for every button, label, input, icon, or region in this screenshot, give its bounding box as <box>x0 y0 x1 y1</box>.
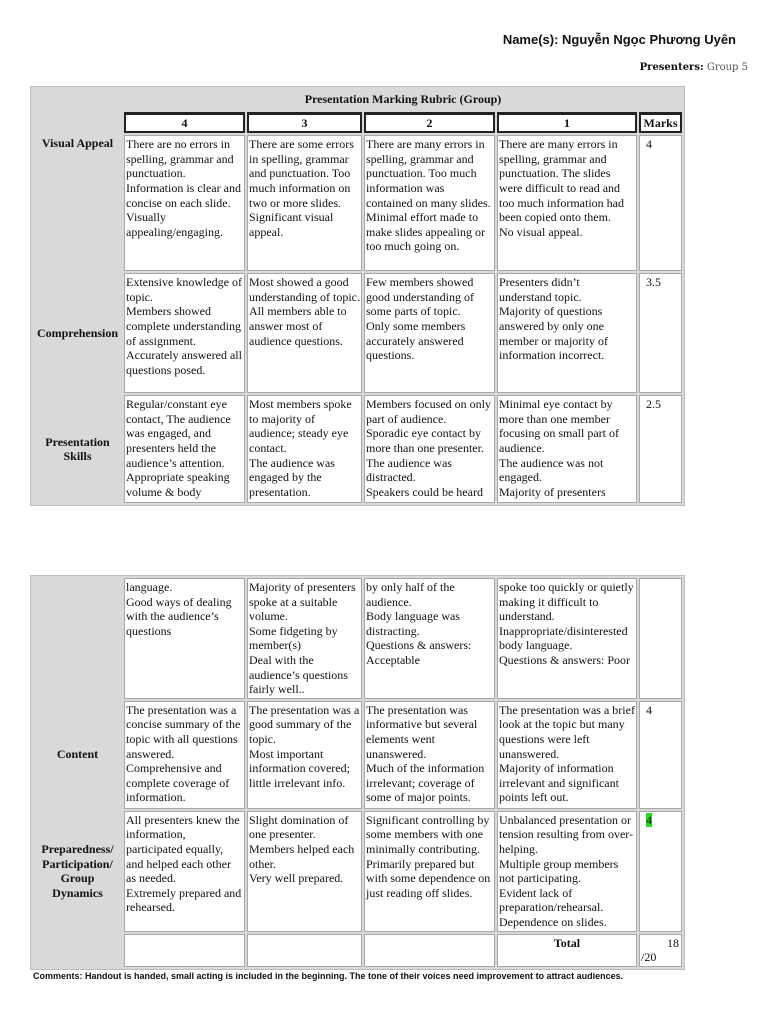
descriptor-cell <box>247 135 362 271</box>
criterion-cell: Presentation Skills <box>33 395 122 503</box>
descriptor-line: Some fidgeting by member(s) <box>249 623 338 653</box>
descriptor-line: Questions & answers: Poor <box>499 652 630 667</box>
descriptor-line: Appropriate speaking volume & body <box>126 470 230 499</box>
descriptor-line: spoke too quickly or quietly making it difficult to understand. <box>499 580 634 624</box>
descriptor-cell <box>497 701 637 809</box>
descriptor-line: Extensive knowledge of topic. <box>126 275 242 304</box>
mark-value: 4 <box>646 702 652 717</box>
descriptor-line: The audience was engaged by the presentation. <box>249 455 335 499</box>
descriptor-cell <box>247 811 362 932</box>
descriptor-line: Questions & answers: Acceptable <box>366 638 472 667</box>
names-label: Name(s): Nguyễn Ngọc Phương Uyên <box>502 32 736 47</box>
mark-value: 4 <box>646 812 652 827</box>
descriptor-cell <box>247 273 362 393</box>
corner-cell <box>33 112 122 134</box>
descriptor-line: Minimal effort made to make slides appealing or too much going on. <box>366 210 485 254</box>
descriptor-line: Unbalanced presentation or tension resulting from over-helping. <box>499 812 634 856</box>
criterion-cell <box>33 578 122 699</box>
mark-value: 2.5 <box>646 397 661 412</box>
mark-cell <box>639 578 682 699</box>
descriptor-cell <box>247 395 362 503</box>
descriptor-cell <box>364 273 495 393</box>
rubric-row <box>33 701 682 809</box>
descriptor-line: Primarily prepared but with some dependence on just reading off slides. <box>366 856 491 900</box>
criterion-cell <box>33 934 122 967</box>
descriptor-line: Most important information covered; little irrelevant info. <box>249 746 350 790</box>
descriptor-cell <box>364 578 495 699</box>
descriptor-line: Members helped each other. <box>249 841 355 871</box>
empty-cell <box>247 934 362 967</box>
descriptor-line: There are some errors in spelling, grammar and punctuation. Too much information on two or more slides. <box>249 137 354 210</box>
total-label: Total <box>497 934 637 967</box>
descriptor-line: Multiple group members not participating. <box>499 856 619 886</box>
descriptor-line: Presenters didn’t understand topic. <box>499 275 582 304</box>
rubric-title: Presentation Marking Rubric (Group) <box>124 89 682 110</box>
descriptor-line: All presenters knew the information, participated equally, and helped each other as needed. <box>126 812 240 886</box>
descriptor-line: Good ways of dealing with the audience’s questions <box>126 594 232 638</box>
descriptor-line: Very well prepared. <box>249 871 344 886</box>
descriptor-cell <box>497 273 637 393</box>
descriptor-line: The presentation was a concise summary of the topic with all questions answered. Comprehensive and complete coverage of information. <box>126 702 241 805</box>
mark-value: 3.5 <box>646 275 661 290</box>
descriptor-line: Significant controlling by some members with one minimally contributing. <box>366 812 490 856</box>
comments-text: Comments: Handout is handed, small acting is included in the beginning. The tone of their voices need improvement to attract audiences. <box>33 971 624 981</box>
descriptor-line: Most showed a good understanding of topic. <box>249 275 360 304</box>
descriptor-line: Members showed complete understanding of assignment. <box>126 304 241 348</box>
descriptor-cell <box>247 701 362 809</box>
descriptor-cell <box>364 135 495 271</box>
descriptor-cell <box>364 701 495 809</box>
descriptor-line: Most members spoke to majority of audience; steady eye contact. <box>249 397 352 455</box>
empty-cell <box>124 934 245 967</box>
descriptor-cell <box>124 273 245 393</box>
descriptor-cell <box>247 578 362 699</box>
descriptor-line: Speakers could be heard <box>366 484 483 499</box>
rubric-row <box>33 578 682 699</box>
mark-cell <box>639 701 682 809</box>
descriptor-cell <box>497 135 637 271</box>
rubric-row <box>33 395 682 503</box>
descriptor-cell <box>124 395 245 503</box>
mark-value: 4 <box>646 137 652 152</box>
descriptor-line: Majority of information irrelevant and significant points left out. <box>499 761 619 805</box>
descriptor-cell <box>364 395 495 503</box>
descriptor-line: The audience was distracted. <box>366 455 452 485</box>
criterion-cell: Content <box>33 701 122 809</box>
descriptor-line: Few members showed good understanding of some parts of topic. <box>366 275 474 319</box>
presenters-value: Group 5 <box>706 62 748 73</box>
descriptor-line: There are no errors in spelling, grammar and punctuation. <box>126 137 234 181</box>
descriptor-line: Evident lack of preparation/rehearsal. <box>499 885 604 915</box>
descriptor-line: The presentation was a good summary of the topic. <box>249 702 360 746</box>
descriptor-line: Regular/constant eye contact, The audience was engaged, and presenters held the audience’s attention. <box>126 397 231 470</box>
descriptor-line: Much of the information irrelevant; coverage of some of major points. <box>366 761 485 805</box>
criterion-cell: Comprehension <box>33 273 122 393</box>
mark-cell <box>639 273 682 393</box>
descriptor-cell <box>124 135 245 271</box>
mark-cell <box>639 135 682 271</box>
descriptor-line: There are many errors in spelling, grammar and punctuation. Too much information was contained on many slides. <box>366 137 491 210</box>
mark-cell <box>639 395 682 503</box>
mark-cell <box>639 811 682 932</box>
descriptor-line: Body language was distracting. <box>366 609 460 638</box>
descriptor-line: by only half of the audience. <box>366 580 455 609</box>
column-header: 1 <box>497 112 637 134</box>
descriptor-line: Only some members accurately answered questions. <box>366 318 466 363</box>
descriptor-line: Slight domination of one presenter. <box>249 812 349 842</box>
descriptor-cell <box>497 578 637 699</box>
presenters-label: Presenters: <box>639 62 704 73</box>
total-out-of: /20 <box>641 950 657 965</box>
descriptor-line: Majority of presenters spoke at a suitable volume. <box>249 580 356 624</box>
descriptor-line: Accurately answered all questions posed. <box>126 348 242 377</box>
descriptor-line: Inappropriate/disinterested body language. <box>499 623 628 653</box>
rubric-row <box>33 811 682 932</box>
corner-cell <box>33 89 122 110</box>
descriptor-cell <box>124 701 245 809</box>
descriptor-line: All members able to answer most of audience questions. <box>249 304 347 348</box>
column-header-marks: Marks <box>639 112 682 134</box>
rubric-row <box>33 273 682 393</box>
descriptor-line: Dependence on slides. <box>499 914 607 929</box>
descriptor-line: The audience was not engaged. <box>499 455 604 485</box>
descriptor-line: The presentation was a brief look at the topic but many questions were left unanswered. <box>499 702 635 761</box>
descriptor-cell <box>497 395 637 503</box>
descriptor-line: Majority of questions answered by only one member or majority of information incorrect. <box>499 304 608 363</box>
total-score-value: 18 <box>667 935 679 950</box>
rubric-row <box>33 135 682 271</box>
column-header: 2 <box>364 112 495 134</box>
descriptor-cell <box>497 811 637 932</box>
criterion-cell: Visual Appeal <box>33 135 122 271</box>
descriptor-line: Majority of presenters <box>499 484 606 499</box>
rubric-table-part1 <box>30 86 685 506</box>
descriptor-line: There are many errors in spelling, grammar and punctuation. The slides were difficult to read and too much information had been copied onto them. <box>499 137 624 225</box>
column-header: 3 <box>247 112 362 134</box>
descriptor-line: Minimal eye contact by more than one member focusing on small part of audience. <box>499 397 619 455</box>
total-score <box>639 934 682 967</box>
descriptor-line: Information is clear and concise on each slide. <box>126 180 241 210</box>
descriptor-line: Sporadic eye contact by more than one presenter. <box>366 426 484 455</box>
rubric-table-part2 <box>30 575 685 970</box>
presenters-line <box>640 62 748 73</box>
descriptor-line: Extremely prepared and rehearsed. <box>126 885 242 915</box>
descriptor-cell <box>124 578 245 699</box>
descriptor-line: Significant visual appeal. <box>249 210 334 239</box>
descriptor-cell <box>124 811 245 932</box>
descriptor-line: Visually appealing/engaging. <box>126 210 223 239</box>
descriptor-cell <box>364 811 495 932</box>
descriptor-line: No visual appeal. <box>499 224 583 239</box>
descriptor-line: language. <box>126 580 173 594</box>
total-row <box>33 934 682 967</box>
descriptor-line: Members focused on only part of audience. <box>366 397 491 426</box>
descriptor-line: The presentation was informative but several elements went unanswered. <box>366 702 478 761</box>
descriptor-line: Deal with the audience’s questions fairly well.. <box>249 652 348 697</box>
empty-cell <box>364 934 495 967</box>
column-header: 4 <box>124 112 245 134</box>
criterion-cell: Preparedness/ Participation/ Group Dynamics <box>33 811 122 932</box>
